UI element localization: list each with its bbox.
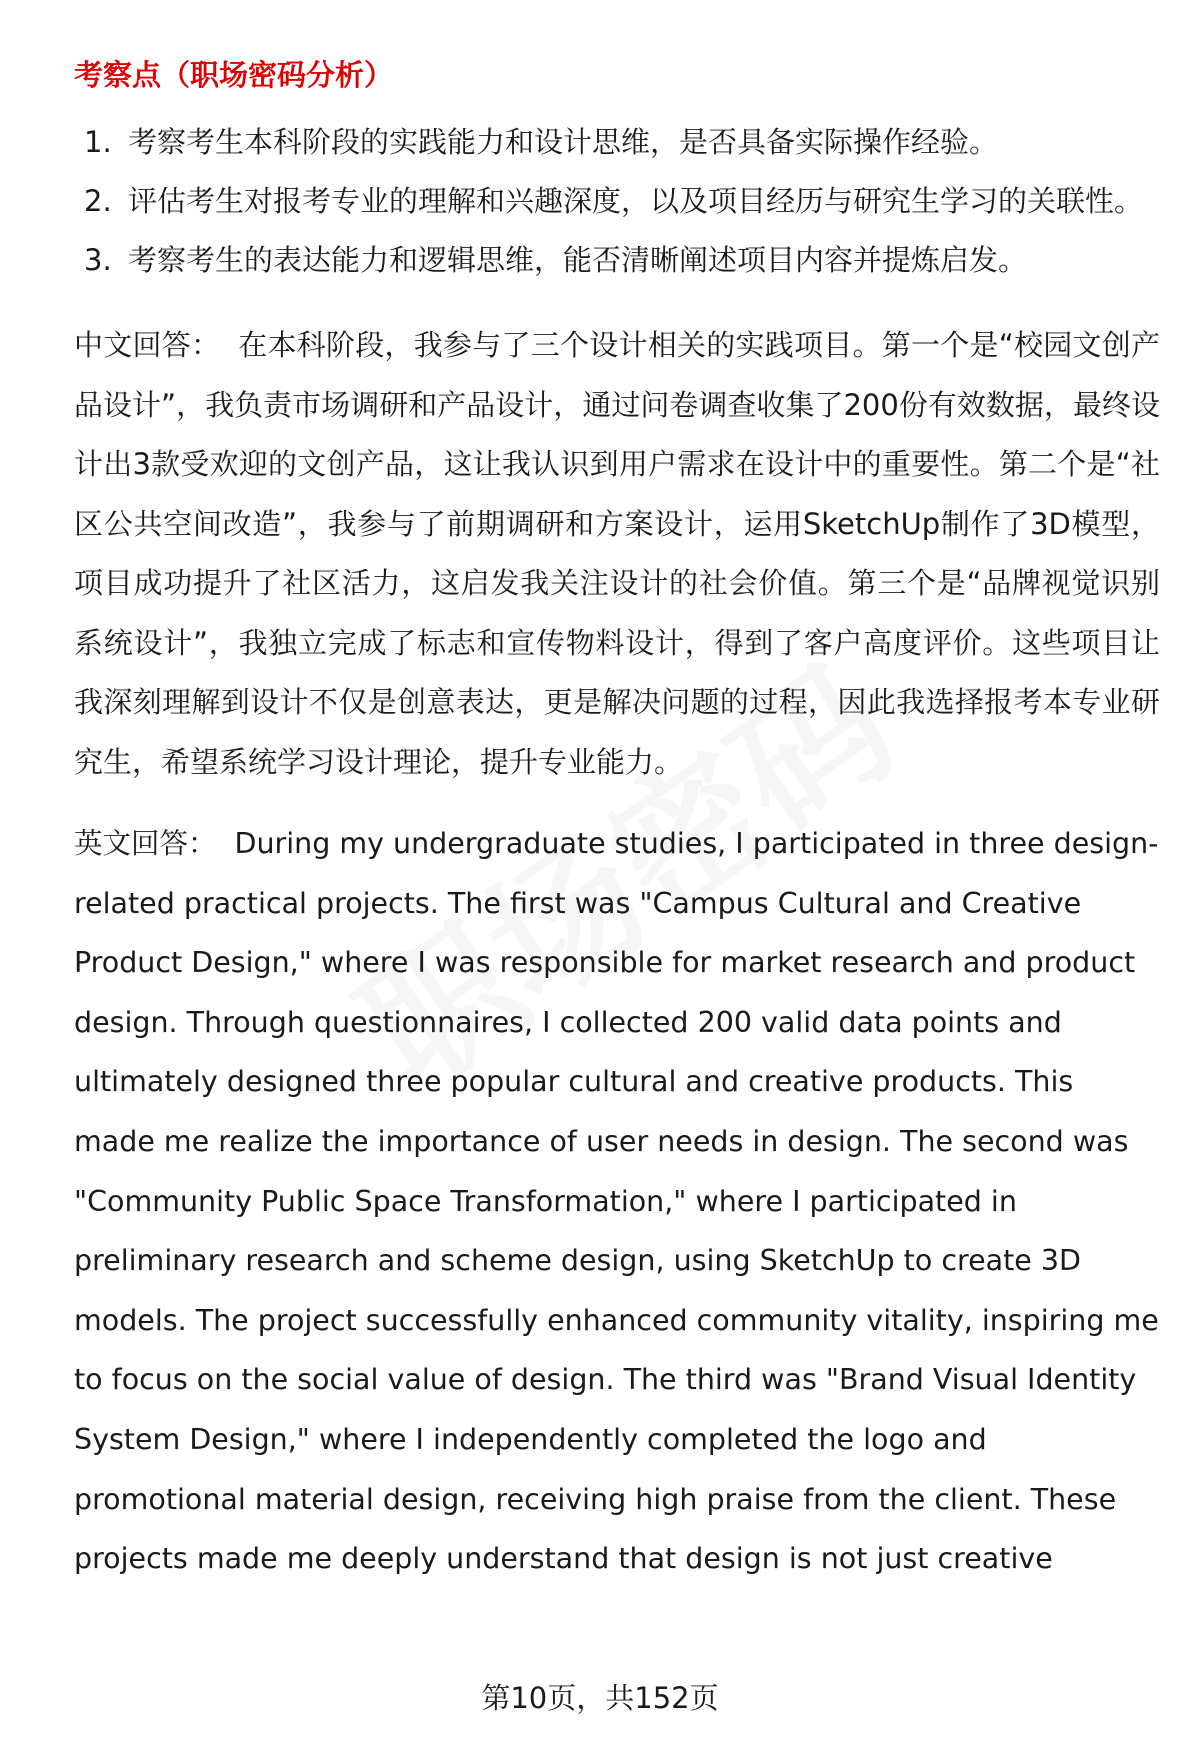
list-item-number: 1.	[84, 125, 112, 159]
list-item-text: 考察考生本科阶段的实践能力和设计思维，是否具备实际操作经验。	[128, 125, 999, 159]
list-item	[74, 172, 1160, 231]
chinese-answer-text: 在本科阶段，我参与了三个设计相关的实践项目。第一个是“校园文创产品设计”，我负责市场调研和产品设计，通过问卷调查收集了200份有效数据，最终设计出3款受欢迎的文创产品，这让我认识到用户需求在设计中的重要性。第二个是“社区公共空间改造”，我参与了前期调研和方案设计，运用SketchUp制作了3D模型，项目成功提升了社区活力，这启发我关注设计的社会价值。第三个是“品牌视觉识别系统设计”，我独立完成了标志和宣传物料设计，得到了客户高度评价。这些项目让我深刻理解到设计不仅是创意表达，更是解决问题的过程，因此我选择报考本专业研究生，希望系统学习设计理论，提升专业能力。	[74, 328, 1160, 779]
chinese-answer-paragraph	[74, 316, 1160, 792]
list-item-text: 考察考生的表达能力和逻辑思维，能否清晰阐述项目内容并提炼启发。	[128, 243, 1028, 277]
section-title: 考察点（职场密码分析）	[74, 58, 394, 92]
list-item-text: 评估考生对报考专业的理解和兴趣深度，以及项目经历与研究生学习的关联性。	[128, 184, 1144, 218]
list-item-number: 2.	[84, 184, 112, 218]
list-item	[74, 113, 1160, 172]
english-answer-paragraph	[74, 814, 1160, 1589]
english-answer-text: During my undergraduate studies, I participated in three design-related practical projects. The first was "Campus Cultural and Creative Product Design," where I was responsible for market research and product design. Through questionnaires, I collected 200 valid data points and ultimately designed three popular cultural and creative products. This made me realize the importance of user needs in design. The second was "Community Public Space Transformation," where I participated in preliminary research and scheme design, using SketchUp to create 3D models. The project successfully enhanced community vitality, inspiring me to focus on the social value of design. The third was "Brand Visual Identity System Design," where I independently completed the logo and promotional material design, receiving high praise from the client. These projects made me deeply understand that design is not just creative	[74, 827, 1159, 1576]
document-page	[74, 55, 1160, 1611]
english-answer-label: 英文回答：	[74, 827, 217, 860]
list-item-number: 3.	[84, 243, 112, 277]
assessment-points-list	[74, 113, 1160, 290]
page-number-footer: 第10页，共152页	[481, 1681, 719, 1715]
list-item	[74, 231, 1160, 290]
chinese-answer-label: 中文回答：	[74, 328, 221, 362]
